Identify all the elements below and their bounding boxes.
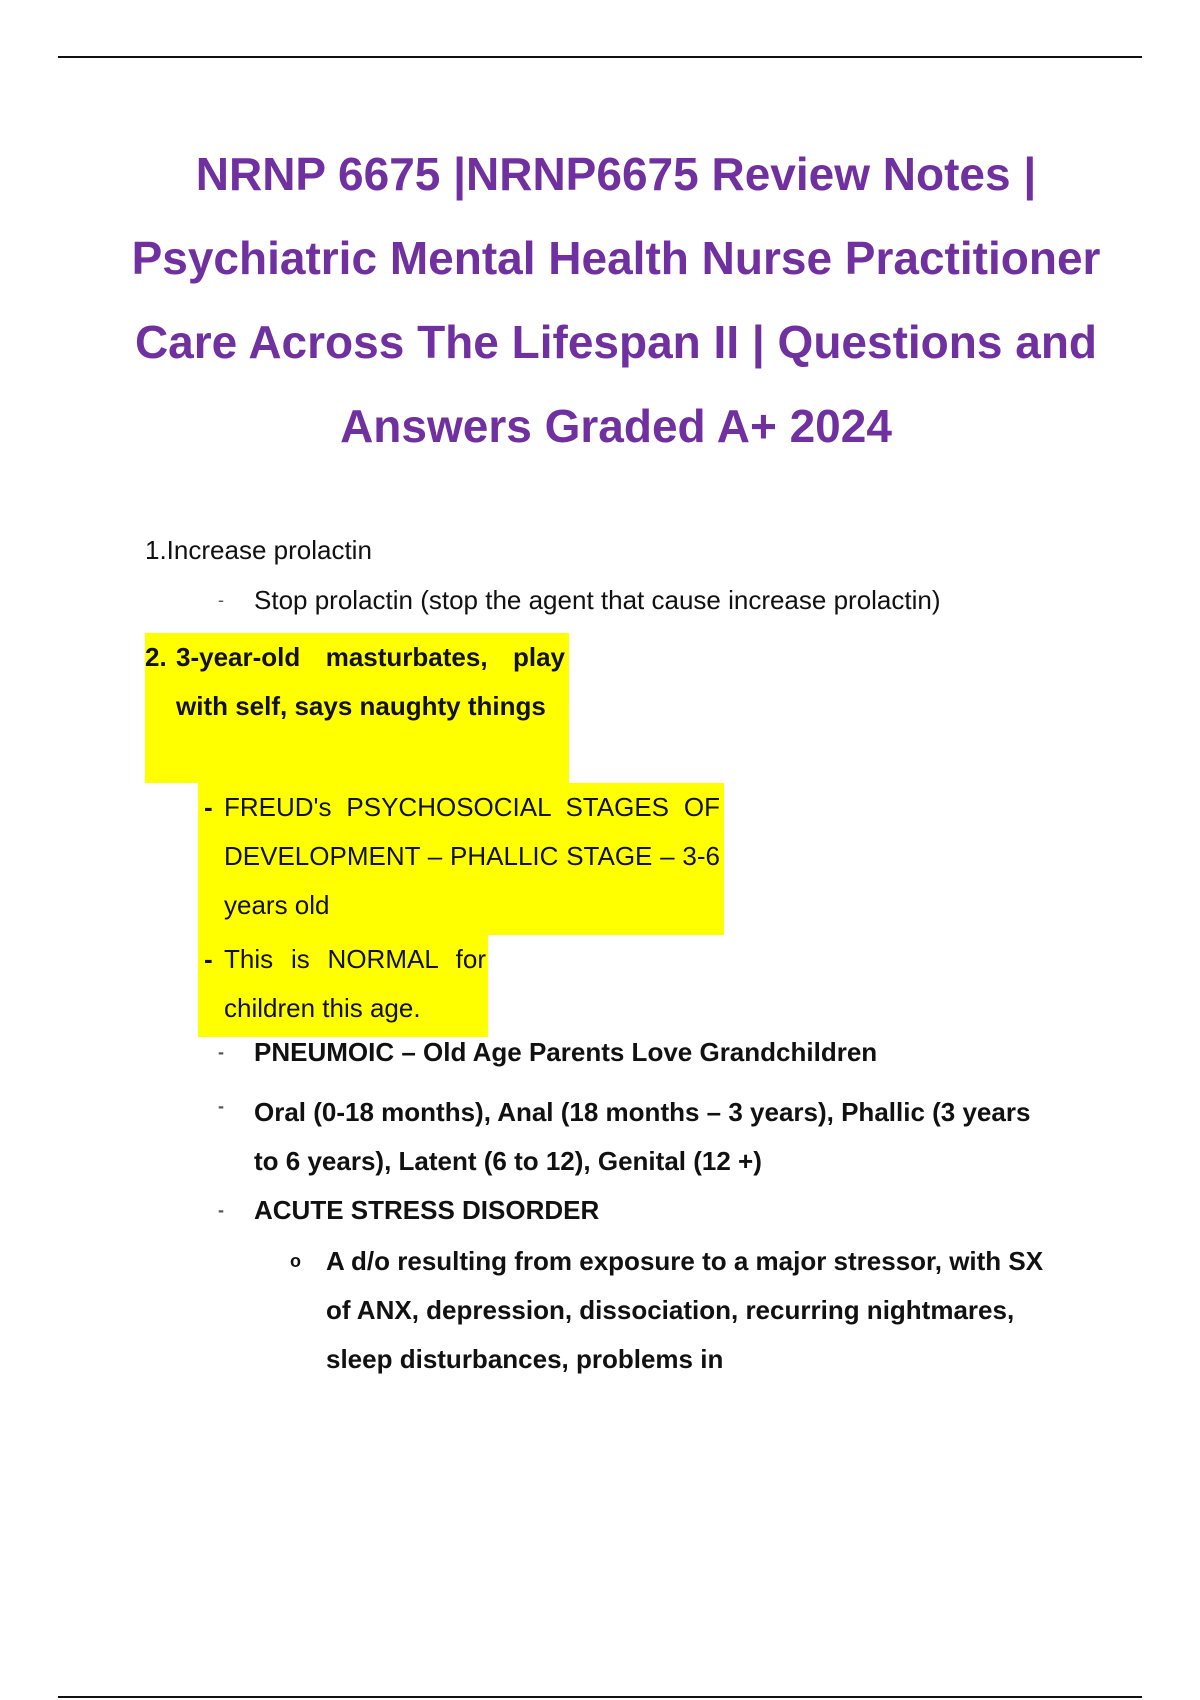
header-rule xyxy=(58,56,1142,58)
footer-rule xyxy=(58,1696,1142,1698)
dash-bullet: - xyxy=(218,1200,224,1220)
dash-bullet: - xyxy=(218,1096,224,1116)
definition-text: A d/o resulting from exposure to a major stressor, with SX of ANX, depression, dissociation, recurring nightmares, sleep disturbances, problems in xyxy=(326,1246,1044,1374)
stages-text: Oral (0-18 months), Anal (18 months – 3 years), Phallic (3 years to 6 years), Latent (6 to 12), Genital (12 +) xyxy=(254,1097,1031,1176)
dash-bullet: - xyxy=(218,590,224,610)
sub-list-item xyxy=(290,1237,1070,1384)
answer-text: Stop prolactin (stop the agent that cause increase prolactin) xyxy=(254,585,941,615)
list-item xyxy=(218,582,1118,618)
question-1: 1.Increase prolactin xyxy=(145,535,372,565)
highlighted-answer-2 xyxy=(198,935,488,1037)
answer-text: FREUD's PSYCHOSOCIAL STAGES OF DEVELOPMENT – PHALLIC STAGE – 3-6 years old xyxy=(224,792,720,920)
document-title: NRNP 6675 |NRNP6675 Review Notes | Psychiatric Mental Health Nurse Practitioner Care Across The Lifespan II | Questions and Answers Graded A+ 2024 xyxy=(131,148,1101,452)
question-2-highlight xyxy=(145,633,569,783)
question-2-text: 3-year-old masturbates, play with self, says naughty things xyxy=(176,642,565,721)
list-item xyxy=(218,1192,1118,1228)
dash-bullet: - xyxy=(218,1042,224,1062)
dash-bullet: - xyxy=(204,944,213,974)
circle-bullet: o xyxy=(290,1251,301,1271)
list-item xyxy=(218,1088,1058,1186)
mnemonic-text: PNEUMOIC – Old Age Parents Love Grandchildren xyxy=(254,1037,878,1067)
highlighted-answer-1 xyxy=(198,783,724,935)
list-item xyxy=(218,1034,1118,1070)
answer-text: This is NORMAL for children this age. xyxy=(224,944,486,1023)
dash-bullet: - xyxy=(204,792,213,822)
section-heading: ACUTE STRESS DISORDER xyxy=(254,1195,600,1225)
question-number: 2. xyxy=(145,642,167,672)
